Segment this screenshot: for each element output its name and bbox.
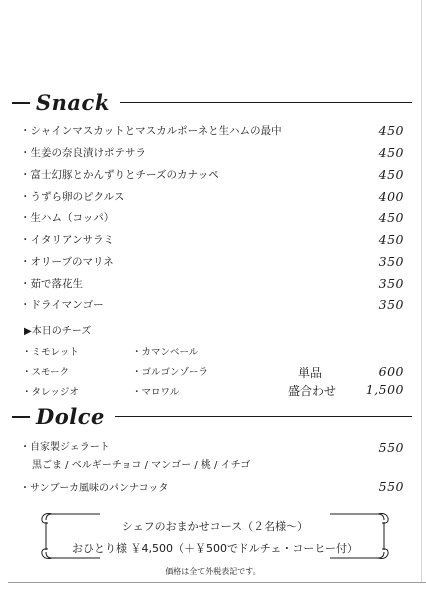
- menu-item: [20, 120, 404, 140]
- menu-item-price: 450: [378, 209, 404, 225]
- menu-item: [20, 294, 404, 314]
- menu-item: [20, 251, 404, 271]
- cheese-single-price: 600: [378, 364, 404, 379]
- menu-item: [20, 142, 404, 162]
- menu-item-price: 350: [378, 275, 404, 291]
- dolce-item-name: ・自家製ジェラート: [20, 442, 110, 453]
- header-dash: [12, 102, 30, 104]
- menu-item-name: ・生姜の奈良漬けポテサラ: [20, 146, 146, 159]
- menu-item-name: ・ドライマンゴー: [20, 298, 104, 311]
- cheese-platter-label: 盛合わせ: [288, 384, 337, 398]
- cheese-item: ・ミモレット: [22, 347, 79, 358]
- tax-note: 価格は全て外税表記です。: [165, 567, 261, 576]
- menu-item: [20, 273, 404, 293]
- menu-item-name: ・イタリアンサラミ: [20, 233, 115, 246]
- dolce-item-price: 550: [378, 440, 404, 455]
- dolce-title: Dolce: [36, 404, 105, 429]
- dolce-section-header: [12, 406, 412, 427]
- page-bottom-edge: [8, 582, 426, 583]
- menu-item: [20, 186, 404, 206]
- menu-item-price: 450: [378, 144, 404, 160]
- menu-item-name: ・シャインマスカットとマスカルポーネと生ハムの最中: [20, 124, 282, 137]
- cheese-platter-price: 1,500: [365, 382, 404, 397]
- cheese-single-label: 単品: [298, 366, 323, 380]
- cheese-item: ・タレッジオ: [22, 387, 79, 398]
- menu-item-price: 400: [378, 188, 404, 204]
- menu-item: [20, 164, 404, 184]
- dolce-item-name: ・サンブーカ風味のパンナコッタ: [20, 483, 169, 494]
- dolce-item-price: 550: [378, 479, 404, 494]
- menu-item-name: ・うずら卵のピクルス: [20, 190, 125, 203]
- cheese-item: ・マロワル: [132, 387, 180, 398]
- dolce-item-detail: 黒ごま / ベルギーチョコ / マンゴー / 桃 / イチゴ: [32, 460, 251, 471]
- menu-item-price: 350: [378, 253, 404, 269]
- snack-title: Snack: [36, 90, 110, 115]
- menu-item-price: 350: [378, 296, 404, 312]
- menu-item-price: 450: [378, 166, 404, 182]
- menu-item-name: ・生ハム（コッパ）: [20, 211, 115, 224]
- course-frame: [40, 510, 390, 562]
- cheese-item: ・スモーク: [22, 367, 70, 378]
- course-price: おひとり様 ￥4,500（＋￥500でドルチェ・コーヒー付）: [72, 542, 358, 555]
- menu-item: [20, 207, 404, 227]
- header-dash: [12, 416, 30, 418]
- cheese-heading: ▶本日のチーズ: [24, 326, 92, 337]
- header-rule: [120, 102, 412, 103]
- header-rule: [115, 416, 412, 417]
- snack-section-header: [12, 92, 412, 113]
- menu-item-name: ・富士幻豚とかんずりとチーズのカナッペ: [20, 168, 219, 181]
- page-right-edge: [421, 0, 422, 582]
- menu-item-price: 450: [378, 231, 404, 247]
- menu-item-price: 450: [378, 122, 404, 138]
- cheese-item: ・カマンベール: [132, 347, 199, 358]
- menu-item-name: ・オリーブのマリネ: [20, 255, 114, 268]
- course-title: シェフのおまかせコース（２名様～）: [121, 520, 309, 533]
- cheese-item: ・ゴルゴンゾーラ: [132, 367, 209, 378]
- menu-item: [20, 229, 404, 249]
- menu-item-name: ・茹で落花生: [20, 277, 83, 290]
